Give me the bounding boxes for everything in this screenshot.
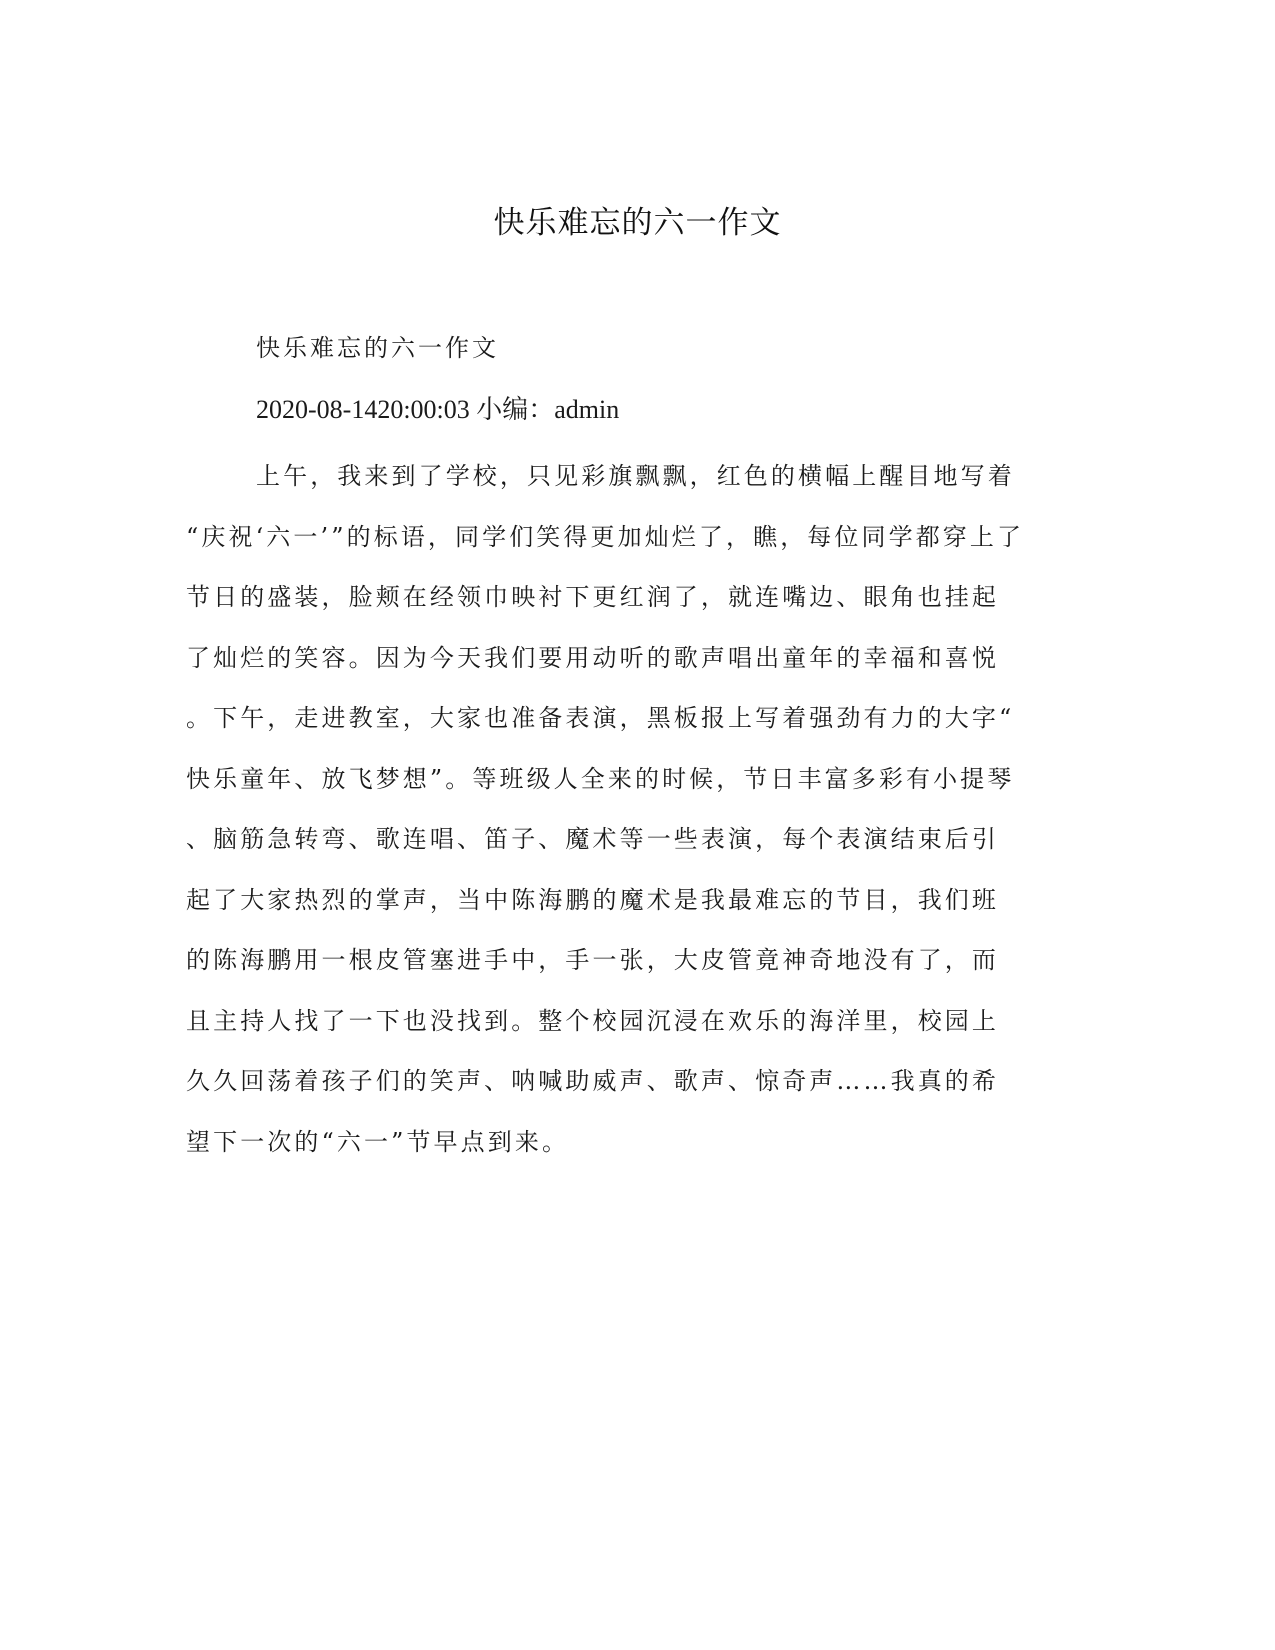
document-title: 快乐难忘的六一作文 bbox=[493, 205, 782, 241]
body-line: 、脑筋急转弯、歌连唱、笛子、魔术等一些表演，每个表演结束后引 bbox=[186, 825, 999, 853]
body-line: 快乐童年、放飞梦想”。等班级人全来的时候，节日丰富多彩有小提琴 bbox=[186, 764, 1015, 793]
body-line: “庆祝‘六一’”的标语，同学们笑得更加灿烂了，瞧，每位同学都穿上了 bbox=[186, 522, 1025, 551]
body-line: 。下午，走进教室，大家也准备表演，黑板报上写着强劲有力的大字“ bbox=[186, 704, 1015, 732]
article-body bbox=[186, 446, 1024, 1172]
article-meta: 2020-08-1420:00:03 小编：admin bbox=[256, 395, 620, 424]
body-line: 久久回荡着孩子们的笑声、呐喊助威声、歌声、惊奇声……我真的希 bbox=[186, 1067, 999, 1095]
body-line: 上午，我来到了学校，只见彩旗飘飘，红色的横幅上醒目地写着 bbox=[256, 462, 1015, 490]
body-line: 的陈海鹏用一根皮管塞进手中，手一张，大皮管竟神奇地没有了，而 bbox=[186, 946, 999, 974]
body-line: 望下一次的“六一”节早点到来。 bbox=[186, 1127, 570, 1156]
body-line: 且主持人找了一下也没找到。整个校园沉浸在欢乐的海洋里，校园上 bbox=[186, 1006, 999, 1035]
body-line: 了灿烂的笑容。因为今天我们要用动听的歌声唱出童年的幸福和喜悦 bbox=[186, 643, 999, 672]
body-line: 节日的盛装，脸颊在经领巾映衬下更红润了，就连嘴边、眼角也挂起 bbox=[186, 583, 999, 611]
body-line: 起了大家热烈的掌声，当中陈海鹏的魔术是我最难忘的节目，我们班 bbox=[186, 885, 999, 914]
article-subtitle: 快乐难忘的六一作文 bbox=[256, 334, 499, 362]
